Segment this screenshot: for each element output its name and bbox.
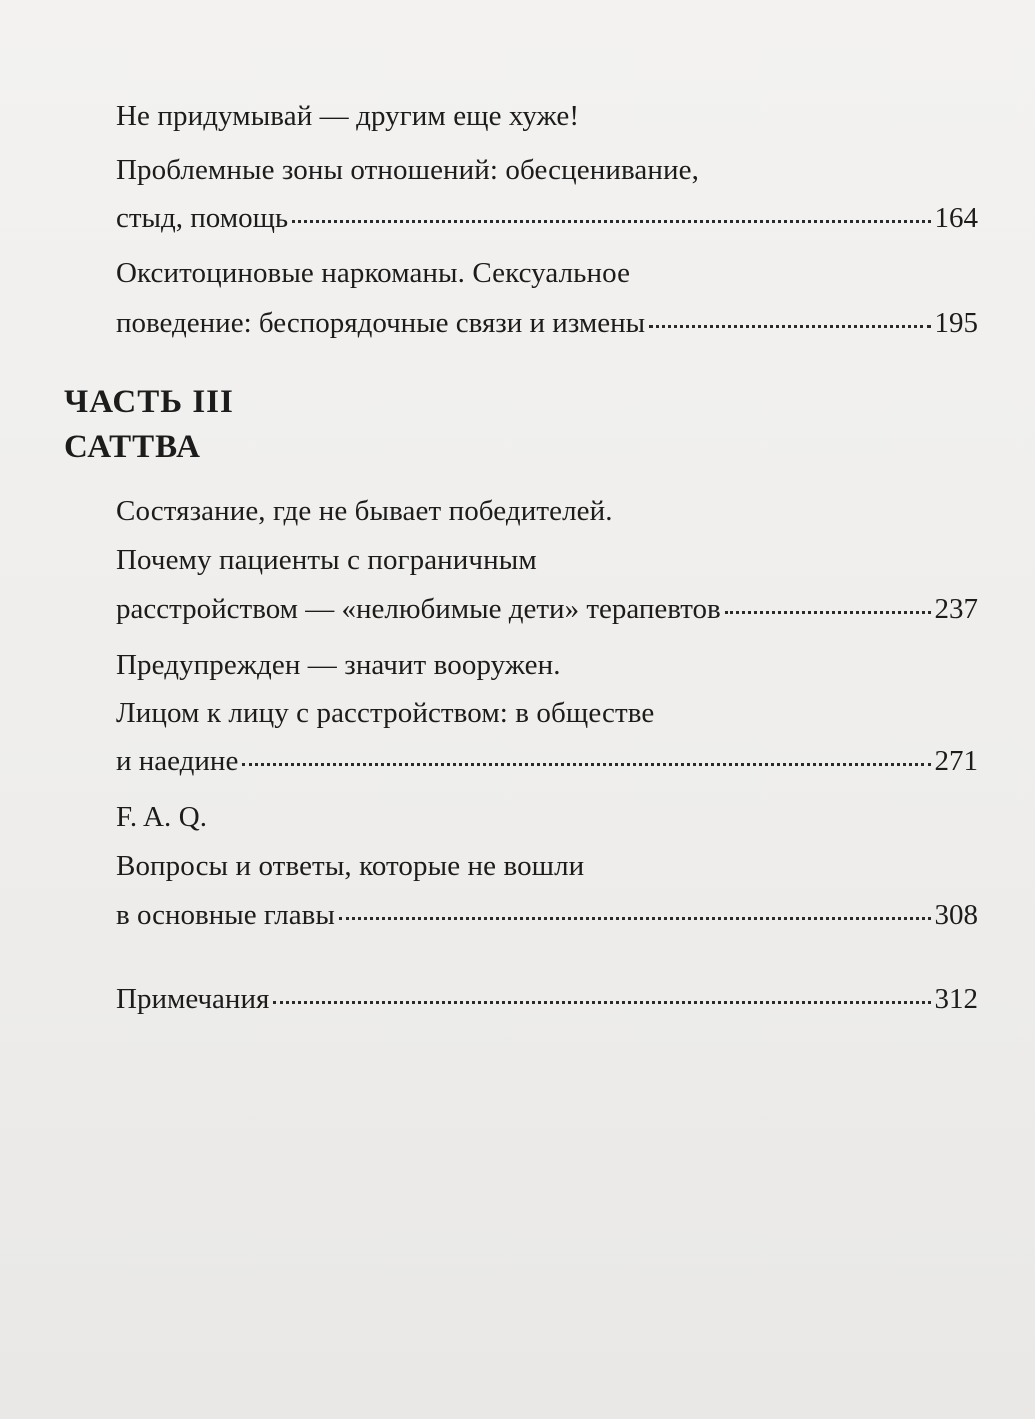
dot-leader: [725, 610, 931, 614]
toc-entry-leader: [116, 895, 978, 935]
dot-leader: [273, 1000, 930, 1004]
part-label: ЧАСТЬ III: [64, 384, 234, 420]
toc-entry-title: расстройством — «нелюбимые дети» терапевтов: [116, 593, 721, 625]
toc-entry-leader: [116, 741, 978, 781]
toc-entry-title: Предупрежден — значит вооружен.: [116, 649, 561, 681]
toc-entry-title: Вопросы и ответы, которые не вошли: [116, 850, 585, 882]
toc-page-number: 164: [934, 202, 978, 234]
toc-entry-title: Окситоциновые наркоманы. Сексуальное: [116, 257, 631, 289]
dot-leader: [292, 219, 930, 223]
toc-entry-title: и наедине: [116, 745, 239, 777]
toc-entry-title: Состязание, где не бывает победителей.: [116, 495, 613, 527]
toc-page-number: 195: [934, 307, 978, 339]
toc-entry-leader: [116, 979, 978, 1019]
toc-entry-leader: [116, 198, 978, 238]
dot-leader: [649, 324, 930, 328]
toc-entry-title: стыд, помощь: [116, 202, 289, 234]
toc-entry-title: поведение: беспорядочные связи и измены: [116, 307, 646, 339]
toc-entry-title: F. A. Q.: [116, 801, 208, 833]
dot-leader: [242, 762, 930, 766]
toc-entry-leader: [116, 303, 978, 343]
dot-leader: [339, 916, 931, 920]
toc-entry-title: Примечания: [116, 983, 270, 1015]
toc-entry-title: Почему пациенты с пограничным: [116, 544, 537, 576]
toc-entry-title: Лицом к лицу с расстройством: в обществе: [116, 697, 655, 729]
toc-entry-title: Не придумывай — другим еще хуже!: [116, 100, 580, 132]
toc-page-number: 308: [934, 899, 978, 931]
toc-entry-title: в основные главы: [116, 899, 335, 931]
toc-page-number: 312: [934, 983, 978, 1015]
toc-entry-title: Проблемные зоны отношений: обесценивание,: [116, 154, 699, 186]
toc-page-number: 237: [934, 593, 978, 625]
toc-entry-leader: [116, 589, 978, 629]
toc-page-number: 271: [934, 745, 978, 777]
part-title: САТТВА: [64, 429, 201, 465]
